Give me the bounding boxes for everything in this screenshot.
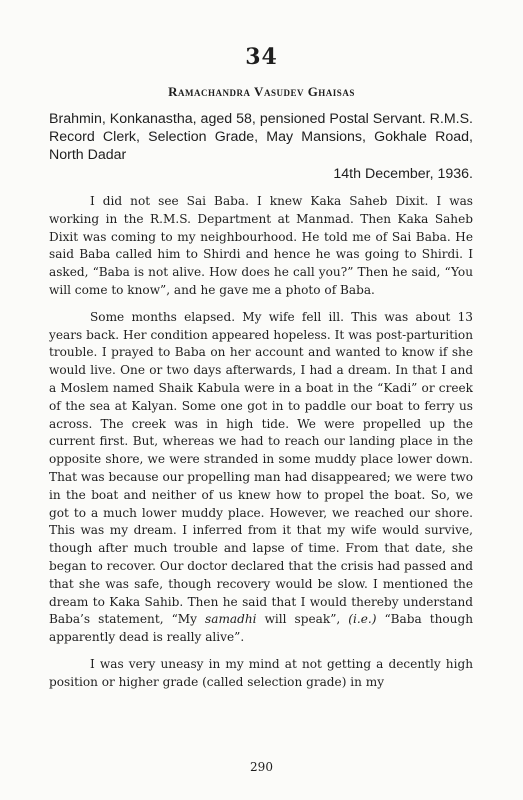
chapter-title: Ramachandra Vasudev Ghaisas [168, 84, 355, 99]
statement-body [49, 193, 473, 692]
paragraph [49, 309, 473, 647]
statement-date: 14th December, 1936. [333, 166, 473, 182]
paragraph: I was very uneasy in my mind at not getting a decently high position or higher grade (called selection grade) in my [49, 656, 473, 689]
subject-description: Brahmin, Konkanastha, aged 58, pensioned Postal Servant. R.M.S. Record Clerk, Selection Grade, May Mansions, Gokhale Road, North Dadar [49, 111, 473, 163]
paragraph-text: Some months elapsed. My wife fell ill. This was about 13 years back. Her condition appeared hopeless. It was post-parturition trouble. I prayed to Baba on her account and wanted to know if she would live. One or two days afterwards, I had a dream. In that I and a Moslem named Shaik Kabula were in a boat in the “Kadi” or creek of the sea at Kalyan. Some one got in to paddle our boat to ferry us across. The creek was in high tide. We were propelled up the current first. But, whereas we had to reach our landing place in the opposite shore, we were stranded in some muddy place lower down. That was because our propelling man had disappeared; we were two in the boat and neither of us knew how to propel the boat. So, we got to a much lower muddy place. However, we reached our shore. This was my dream. I inferred from it that my wife would survive, though after much trouble and lapse of time. From that date, she began to recover. Our doctor declared that the crisis had passed and that she was safe, though recovery would be slow. I mentioned the dream to Kaka Sahib. Then he said that I would thereby understand Baba’s statement, “My [49, 309, 473, 627]
paragraph-text: “Baba though apparently dead is really alive”. [49, 612, 473, 645]
page-number: 290 [250, 760, 273, 774]
paragraph-text: will speak”, [256, 612, 349, 627]
paragraph: I did not see Sai Baba. I knew Kaka Saheb Dixit. I was working in the R.M.S. Department at Manmad. Then Kaka Saheb Dixit was coming to my neighbourhood. He told me of Sai Baba. He said Baba called him to Shirdi and hence he was going to Shirdi. I asked, “Baba is not alive. How does he call you?” Then he said, “You will come to know”, and he gave me a photo of Baba. [49, 194, 473, 297]
chapter-number: 34 [245, 44, 278, 70]
italic-term: samadhi [205, 612, 257, 627]
italic-term: (i.e.) [348, 612, 377, 627]
